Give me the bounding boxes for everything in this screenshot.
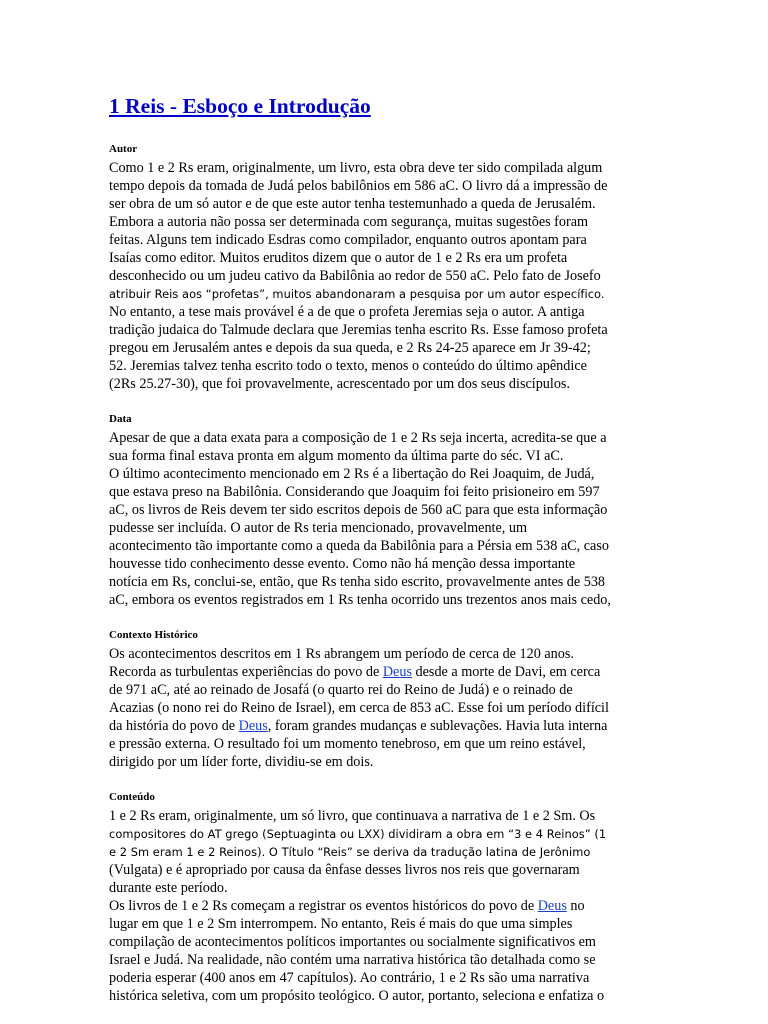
text-line: pregou em Jerusalém antes e depois da sua queda, e 2 Rs 24-25 aparece em Jr 39-42; — [109, 340, 591, 356]
section-data — [109, 412, 659, 609]
text-line: notícia em Rs, conclui-se, então, que Rs tenha sido escrito, provavelmente antes de 538 — [109, 574, 606, 590]
document-page — [109, 92, 659, 1024]
text-line: 1 e 2 Rs eram, originalmente, um só livro, que continuava a narrativa de 1 e 2 Sm. Os — [109, 808, 596, 824]
section-heading: Contexto Histórico — [109, 629, 198, 641]
text-line: tempo depois da tomada de Judá pelos babilônios em 586 aC. O livro dá a impressão de — [109, 178, 608, 194]
text-line: da história do povo de Deus, foram grandes mudanças e sublevações. Havia luta interna — [109, 718, 608, 734]
section-body — [109, 645, 659, 771]
text-line: aC, embora os eventos registrados em 1 Rs tenha ocorrido uns trezentos anos mais cedo, — [109, 592, 611, 608]
section-heading: Autor — [109, 143, 138, 155]
text-line: tradição judaica do Talmude declara que Jeremias tenha escrito Rs. Esse famoso profeta — [109, 322, 608, 338]
text-line: pudesse ser incluída. O autor de Rs teria mencionado, provavelmente, um — [109, 520, 528, 536]
text-line: ser obra de um só autor e de que este autor tenha testemunhado a queda de Jerusalém. — [109, 196, 596, 212]
text-line: Acazias (o nono rei do Reino de Israel), em cerca de 853 aC. Esse foi um período difícil — [109, 700, 609, 716]
text-line: lugar em que 1 e 2 Sm interrompem. No entanto, Reis é mais do que uma simples — [109, 916, 573, 932]
text-line: Recorda as turbulentas experiências do povo de Deus desde a morte de Davi, em cerca — [109, 664, 601, 680]
section-autor — [109, 142, 659, 393]
text-line: sua forma final estava pronta em algum momento da última parte do séc. VI aC. — [109, 448, 564, 464]
text-line: de 971 aC, até ao reinado de Josafá (o quarto rei do Reino de Judá) e o reinado de — [109, 682, 573, 698]
text-line: desconhecido ou um judeu cativo da Babilônia ao redor de 550 aC. Pelo fato de Josefo — [109, 268, 601, 284]
text-line: O último acontecimento mencionado em 2 Rs é a libertação do Rei Joaquim, de Judá, — [109, 466, 595, 482]
deus-link[interactable]: Deus — [238, 718, 268, 734]
text-line: atribuir Reis aos “profetas”, muitos abandonaram a pesquisa por um autor específico. — [109, 287, 605, 301]
text-line: compilação de acontecimentos políticos importantes ou socialmente significativos em — [109, 934, 596, 950]
text-line: histórica seletiva, com um propósito teológico. O autor, portanto, seleciona e enfatiza o — [109, 988, 605, 1004]
text-line: Apesar de que a data exata para a composição de 1 e 2 Rs seja incerta, acredita-se que a — [109, 430, 607, 446]
text-line: poderia esperar (400 anos em 47 capítulos). Ao contrário, 1 e 2 Rs são uma narrativa — [109, 970, 590, 986]
section-heading: Conteúdo — [109, 791, 155, 803]
section-body — [109, 429, 659, 609]
text-line: que estava preso na Babilônia. Considerando que Joaquim foi feito prisioneiro em 597 — [109, 484, 600, 500]
text-line: durante este período. — [109, 880, 228, 896]
deus-link[interactable]: Deus — [537, 898, 567, 914]
text-line: dirigido por um líder forte, dividiu-se em dois. — [109, 754, 374, 770]
section-heading: Data — [109, 413, 132, 425]
text-line: e 2 Sm eram 1 e 2 Reinos). O Título “Reis” se deriva da tradução latina de Jerônimo — [109, 845, 591, 859]
text-line: houvesse tido conhecimento desse evento. Como não há menção dessa importante — [109, 556, 576, 572]
section-contexto-historico — [109, 628, 659, 771]
page-title[interactable]: 1 Reis - Esboço e Introdução — [109, 94, 371, 118]
deus-link[interactable]: Deus — [382, 664, 412, 680]
section-body — [109, 807, 659, 1005]
section-conteudo — [109, 790, 659, 1005]
text-line: aC, os livros de Reis devem ter sido escritos depois de 560 aC para que esta informação — [109, 502, 608, 518]
text-line: compositores do AT grego (Septuaginta ou LXX) dividiram a obra em “3 e 4 Reinos” (1 — [109, 827, 607, 841]
text-line: No entanto, a tese mais provável é a de que o profeta Jeremias seja o autor. A antiga — [109, 304, 585, 320]
text-line: e pressão externa. O resultado foi um momento tenebroso, em que um reino estável, — [109, 736, 586, 752]
text-line: 52. Jeremias talvez tenha escrito todo o texto, menos o conteúdo do último apêndice — [109, 358, 587, 374]
text-line: Como 1 e 2 Rs eram, originalmente, um livro, esta obra deve ter sido compilada algum — [109, 160, 603, 176]
text-line: acontecimento tão importante como a queda da Babilônia para a Pérsia em 538 aC, caso — [109, 538, 609, 554]
text-line: Isaías como editor. Muitos eruditos dizem que o autor de 1 e 2 Rs era um profeta — [109, 250, 568, 266]
text-line: (Vulgata) e é apropriado por causa da ênfase desses livros nos reis que governaram — [109, 862, 580, 878]
text-line: feitas. Alguns tem indicado Esdras como compilador, enquanto outros apontam para — [109, 232, 587, 248]
text-line: Os acontecimentos descritos em 1 Rs abrangem um período de cerca de 120 anos. — [109, 646, 574, 662]
text-line: Israel e Judá. Na realidade, não contém uma narrativa histórica tão detalhada como se — [109, 952, 596, 968]
text-line: (2Rs 25.27-30), que foi provavelmente, acrescentado por um dos seus discípulos. — [109, 376, 570, 392]
text-line: Os livros de 1 e 2 Rs começam a registrar os eventos históricos do povo de Deus no — [109, 898, 585, 914]
text-line: Embora a autoria não possa ser determinada com segurança, muitas sugestões foram — [109, 214, 589, 230]
section-body — [109, 159, 659, 393]
